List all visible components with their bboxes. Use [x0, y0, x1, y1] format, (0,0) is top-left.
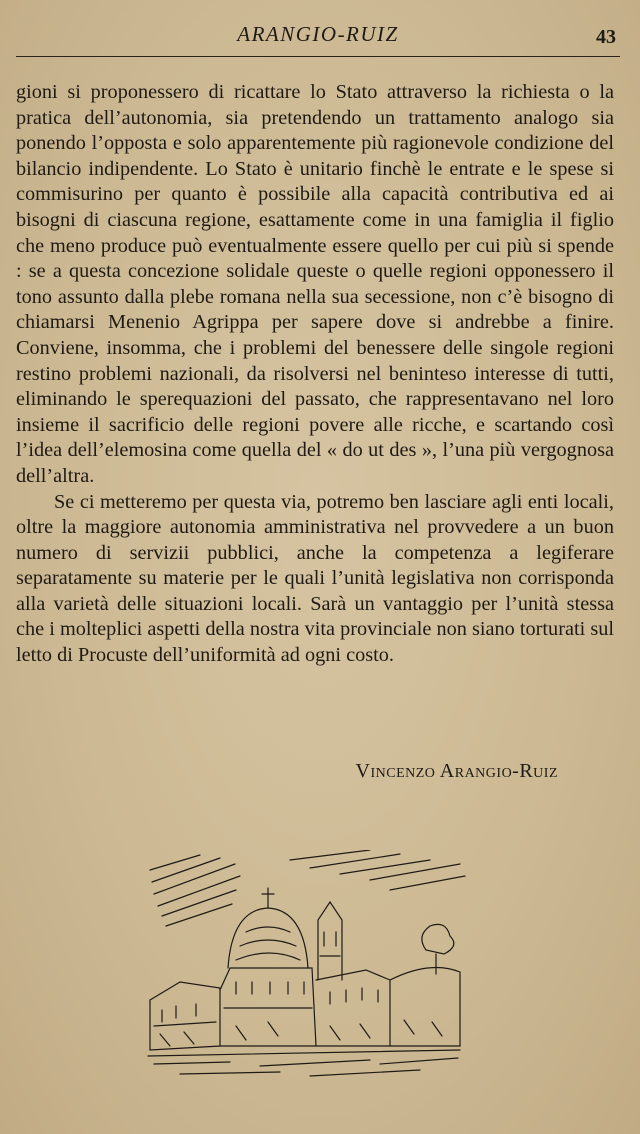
running-head: ARANGIO-RUIZ	[237, 22, 399, 46]
town-vignette-illustration	[140, 850, 470, 1090]
author-signature: Vincenzo Arangio-Ruiz	[355, 760, 558, 782]
page-number: 43	[596, 26, 616, 48]
paragraph-1: gioni si proponessero di ricattare lo Stato attraverso la richiesta o la pratica dell’autonomia, sia pretendendo un trattamento analogo sia ponendo l’opposta e solo apparentemente più ragionevole condizione del bilancio indipendente. Lo Stato è unitario finchè le entrate e le spese si commisurino per quanto è possibile alla capacità contributiva ed ai bisogni di ciascuna regione, esattamente come in una famiglia il figlio che meno produce può eventualmente essere quello per cui più si spende : se a questa concezione solidale queste o quelle regioni opponessero il tono assunto dalla plebe romana nella sua secessione, non c’è bisogno di chiamarsi Menenio Agrippa per sapere dove si andrebbe a finire. Conviene, insomma, che i problemi del benessere delle singole regioni restino problemi nazionali, da risolversi nel beninteso interesse di tutti, eliminando le sperequazioni del passato, che rappresentavano nel loro insieme il sacrificio delle regioni povere alle ricche, e scartando così l’idea dell’elemosina come quella del « do ut des », l’una più vergognosa dell’altra.	[16, 81, 614, 487]
article-body	[16, 80, 614, 669]
page-header	[16, 20, 620, 57]
paragraph-2: Se ci metteremo per questa via, potremo ben lasciare agli enti locali, oltre la maggiore autonomia amministrativa nel provvedere a un buon numero di servizii pubblici, anche la competenza a legiferare separatamente su materie per le quali l’unità legislativa non corrisponda alla varietà delle situazioni locali. Sarà un vantaggio per l’unità stessa che i molteplici aspetti della nostra vita provinciale non siano torturati sul letto di Procuste dell’uniformità ad ogni costo.	[16, 490, 614, 667]
